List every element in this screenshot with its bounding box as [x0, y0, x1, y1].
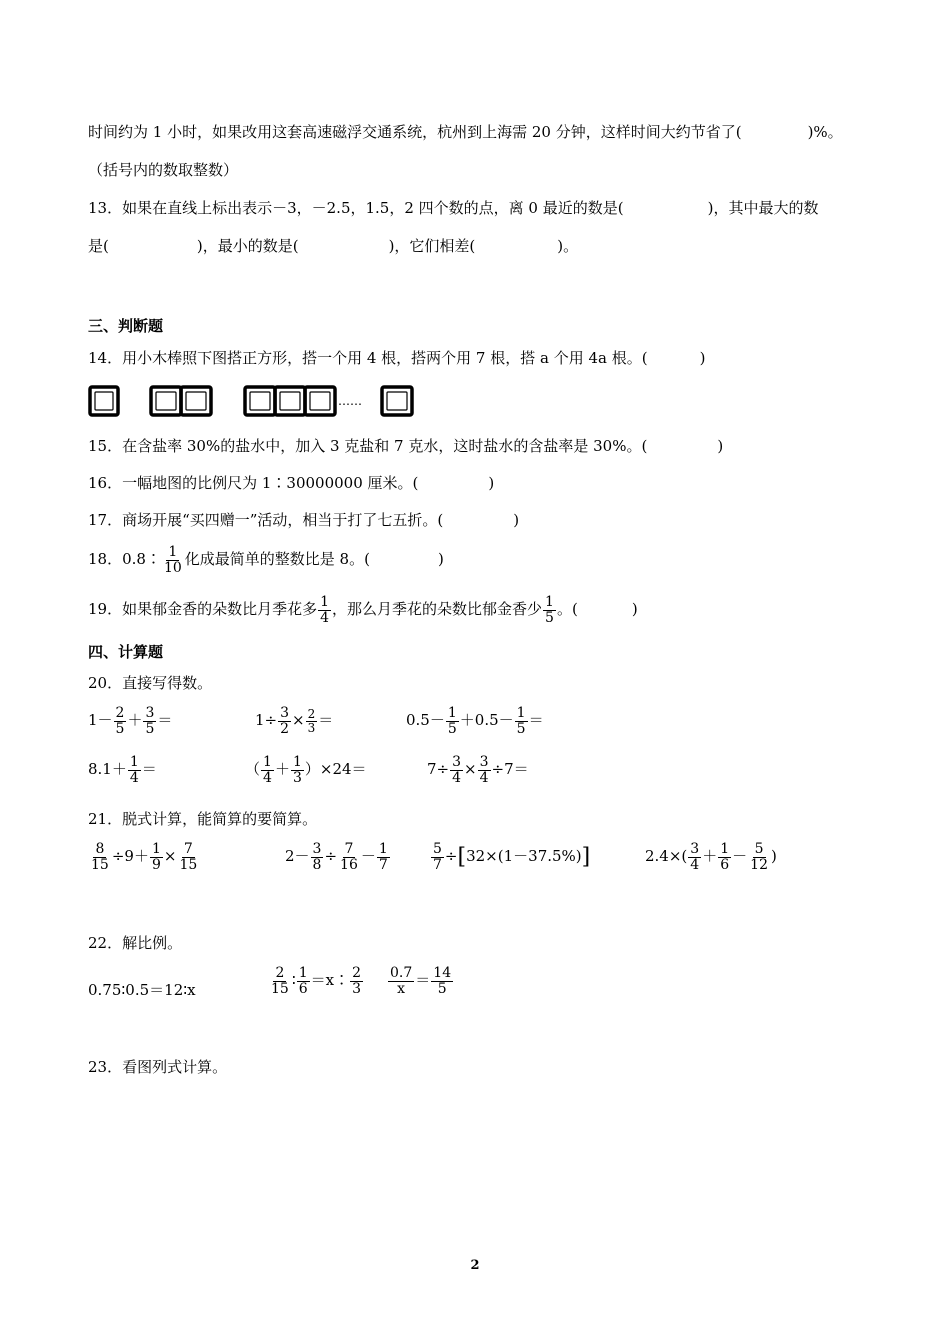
expr-text: ＋0.5－ [459, 711, 514, 730]
denominator: 7 [378, 856, 388, 873]
numerator: 1 [516, 705, 526, 721]
q18-line [88, 545, 444, 575]
numerator: 3 [280, 705, 290, 721]
numerator: 2 [275, 965, 285, 981]
denominator: 16 [340, 856, 358, 873]
q18-tail: ) [437, 550, 444, 569]
q20-expr-4 [88, 755, 157, 785]
q13-line1 [88, 201, 818, 216]
numerator: 1 [720, 841, 730, 857]
q21-expr-1 [88, 842, 200, 872]
numerator: 2 [352, 965, 362, 981]
q13-tail: )，其中最大的数 [707, 199, 819, 217]
denominator: 7 [433, 856, 442, 873]
q15-text: 15．在含盐率 30%的盐水中，加入 3 克盐和 7 克水，这时盐水的含盐率是 30%。( [88, 437, 648, 455]
denominator: 12 [750, 856, 768, 873]
q13-line2 [88, 239, 578, 254]
q15-line [88, 439, 723, 454]
expr-text: 2－ [285, 847, 310, 866]
numerator: 1 [545, 594, 554, 610]
denominator: 4 [690, 856, 700, 873]
denominator: 3 [307, 720, 316, 735]
q15-tail: ) [717, 437, 724, 455]
section-heading-judge: 三、判断题 [88, 317, 164, 335]
expr-text: 7÷ [427, 760, 450, 779]
numerator: 1 [292, 754, 302, 770]
q20-expr-3 [406, 706, 544, 736]
expr-text: ＝ [415, 971, 431, 990]
q22-expr-1: 0.75∶0.5＝12∶x [88, 981, 196, 999]
denominator: 5 [447, 720, 457, 737]
q14-tail: ) [699, 349, 706, 367]
q22-title: 22．解比例。 [88, 934, 183, 952]
ellipsis-dots: …… [338, 394, 362, 408]
q20-expr-2 [255, 706, 333, 736]
numerator: 7 [183, 841, 193, 857]
numerator: 1 [129, 754, 139, 770]
section-heading-calc: 四、计算题 [88, 643, 164, 661]
q20-expr-6 [427, 755, 529, 785]
numerator: 3 [452, 754, 462, 770]
denominator: 8 [312, 856, 322, 873]
q22-expr-2 [268, 966, 364, 996]
expr-text: × [292, 711, 305, 730]
denominator: 4 [129, 769, 139, 786]
q14-line [88, 351, 705, 366]
q13-part: )，它们相差( [388, 237, 476, 255]
q12-continuation-line [88, 125, 843, 140]
q18-text: 化成最简单的整数比是 8。( [184, 550, 370, 569]
q17-tail: ) [513, 511, 520, 529]
denominator: 5 [115, 720, 125, 737]
square-group-n [382, 387, 412, 415]
numerator: 0.7 [390, 965, 413, 981]
q19-tail: ) [631, 600, 638, 619]
q21-expr-3 [430, 842, 590, 872]
expr-text: ）×24＝ [304, 760, 367, 779]
expr-text: 32×(1－37.5%) [466, 847, 582, 866]
square-group-2 [151, 387, 211, 415]
denominator: 3 [292, 769, 302, 786]
denominator: 5 [145, 720, 155, 737]
expr-text: ＝ [318, 711, 334, 730]
numerator: 5 [754, 841, 764, 857]
expr-text: ＋ [274, 760, 290, 779]
square-group-1 [90, 387, 118, 415]
expr-text: 0.5－ [406, 711, 445, 730]
numerator: 1 [298, 965, 308, 981]
q22-expr-3 [387, 966, 454, 996]
numerator: 1 [168, 544, 178, 560]
denominator: 4 [320, 609, 330, 626]
q17-line [88, 513, 519, 528]
expr-text: ＝ [157, 711, 173, 730]
fraction [543, 595, 556, 625]
denominator: 10 [163, 559, 182, 576]
denominator: 9 [151, 856, 161, 873]
numerator: 1 [447, 705, 457, 721]
numerator: 2 [115, 705, 125, 721]
q21-expr-4 [645, 842, 777, 872]
numerator: 3 [479, 754, 489, 770]
denominator: 6 [298, 980, 308, 997]
expr-text: 1÷ [255, 711, 278, 730]
denominator: 15 [271, 980, 289, 997]
left-bracket: [ [457, 844, 467, 870]
denominator: 5 [545, 609, 554, 626]
numerator: 14 [433, 965, 452, 981]
denominator: x [397, 980, 406, 997]
expr-text: ÷ [324, 847, 338, 866]
expr-text: ÷7＝ [491, 760, 529, 779]
numerator: 3 [312, 841, 322, 857]
q13-part: 是( [88, 237, 109, 255]
q19-text: ，那么月季花的朵数比郁金香少 [332, 600, 543, 619]
denominator: 4 [452, 769, 462, 786]
expr-text: ＝ [141, 760, 157, 779]
fraction [162, 545, 184, 575]
numerator: 1 [378, 841, 388, 857]
numerator: 7 [344, 841, 354, 857]
expr-text: 1－ [88, 711, 113, 730]
expr-text: ÷ [444, 847, 458, 866]
expr-text: 2.4×( [645, 847, 688, 866]
denominator: 15 [91, 856, 109, 873]
denominator: 4 [479, 769, 489, 786]
q21-expr-2 [285, 842, 391, 872]
numerator: 8 [95, 841, 105, 857]
q23-title: 23．看图列式计算。 [88, 1058, 228, 1076]
q16-line [88, 476, 494, 491]
q13-part: )。 [557, 237, 579, 255]
expr-text: （ [245, 760, 261, 779]
numerator: 5 [433, 841, 442, 857]
q12-tail: )%。 [807, 123, 843, 141]
expr-text: ＋ [702, 847, 718, 866]
numerator: 1 [320, 594, 330, 610]
denominator: 3 [352, 980, 362, 997]
q20-title: 20．直接写得数。 [88, 674, 213, 692]
q19-text: 19．如果郁金香的朵数比月季花多 [88, 600, 318, 619]
q12-text: 时间约为 1 小时，如果改用这套高速磁浮交通系统，杭州到上海需 20 分钟，这样时间大约节省了( [88, 123, 742, 141]
denominator: 5 [516, 720, 526, 737]
numerator: 2 [307, 707, 316, 722]
expr-text: ＝ [528, 711, 544, 730]
q19-text: 。( [556, 600, 578, 619]
q14-text: 14．用小木棒照下图搭正方形，搭一个用 4 根，搭两个用 7 根，搭 a 个用 4a 根。( [88, 349, 648, 367]
q13-part: )，最小的数是( [196, 237, 299, 255]
q17-text: 17．商场开展“买四赠一”活动，相当于打了七五折。( [88, 511, 444, 529]
expr-text: 8.1＋ [88, 760, 127, 779]
q12-note: （括号内的数取整数） [88, 161, 239, 179]
q16-text: 16．一幅地图的比例尺为 1∶30000000 厘米。( [88, 474, 419, 492]
denominator: 5 [437, 980, 447, 997]
expr-text: ) [770, 847, 777, 866]
numerator: 1 [151, 841, 161, 857]
expr-text: × [464, 760, 477, 779]
denominator: 4 [263, 769, 272, 786]
numerator: 3 [690, 841, 700, 857]
square-group-3 [245, 387, 335, 415]
denominator: 6 [720, 856, 730, 873]
q16-tail: ) [488, 474, 495, 492]
expr-text: ＋ [127, 711, 143, 730]
q18-text: 18．0.8∶ [88, 550, 161, 569]
matchstick-squares-figure [88, 384, 428, 420]
expr-text: ＝x∶ [310, 971, 350, 990]
numerator: 1 [263, 754, 272, 770]
expr-text: × [163, 847, 177, 866]
q20-expr-5 [245, 755, 367, 785]
page-number: 2 [470, 1258, 480, 1273]
q13-text: 13．如果在直线上标出表示－3，－2.5，1.5，2 四个数的点，离 0 最近的数是( [88, 199, 624, 217]
q20-expr-1 [88, 706, 172, 736]
expr-text: ∶ [291, 971, 296, 990]
right-bracket: ] [581, 844, 591, 870]
expr-text: － [360, 847, 376, 866]
denominator: 2 [280, 720, 290, 737]
expr-text: ÷9＋ [111, 847, 149, 866]
fraction [318, 595, 331, 625]
expr-text: － [732, 847, 748, 866]
q19-line [88, 595, 638, 625]
denominator: 15 [179, 856, 198, 873]
q21-title: 21．脱式计算，能简算的要简算。 [88, 810, 318, 828]
numerator: 3 [145, 705, 155, 721]
